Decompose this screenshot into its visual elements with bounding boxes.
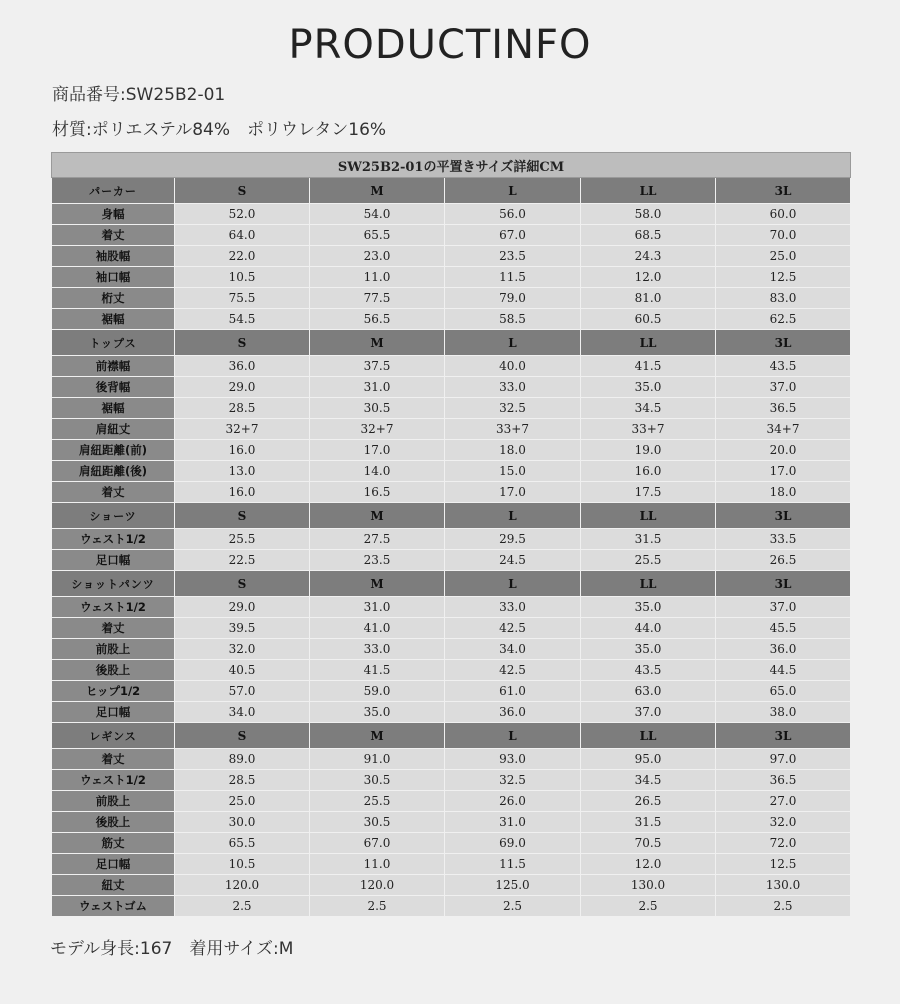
measurement-label: 前襟幅 (52, 356, 175, 377)
table-row (52, 377, 851, 398)
measurement-value: 12.0 (581, 267, 716, 288)
measurement-value: 2.5 (310, 896, 445, 917)
measurement-value: 67.0 (310, 833, 445, 854)
measurement-value: 15.0 (445, 461, 581, 482)
measurement-value: 58.5 (445, 309, 581, 330)
measurement-value: 12.5 (716, 267, 851, 288)
measurement-value: 68.5 (581, 225, 716, 246)
size-header: LL (581, 178, 716, 204)
table-row (52, 288, 851, 309)
measurement-value: 36.0 (175, 356, 310, 377)
measurement-label: 後背幅 (52, 377, 175, 398)
measurement-value: 40.5 (175, 660, 310, 681)
measurement-value: 32.5 (445, 770, 581, 791)
section-name: レギンス (52, 723, 175, 749)
page-title: PRODUCTINFO (288, 22, 592, 68)
measurement-label: ヒップ1/2 (52, 681, 175, 702)
size-header: LL (581, 503, 716, 529)
measurement-value: 38.0 (716, 702, 851, 723)
measurement-value: 36.0 (445, 702, 581, 723)
table-row (52, 791, 851, 812)
measurement-value: 130.0 (581, 875, 716, 896)
measurement-value: 30.5 (310, 812, 445, 833)
measurement-value: 43.5 (581, 660, 716, 681)
table-row (52, 660, 851, 681)
measurement-value: 54.5 (175, 309, 310, 330)
measurement-value: 2.5 (581, 896, 716, 917)
table-row (52, 461, 851, 482)
measurement-value: 120.0 (310, 875, 445, 896)
measurement-value: 34.0 (175, 702, 310, 723)
measurement-value: 33+7 (445, 419, 581, 440)
measurement-value: 27.5 (310, 529, 445, 550)
table-row (52, 875, 851, 896)
measurement-value: 41.5 (581, 356, 716, 377)
measurement-value: 64.0 (175, 225, 310, 246)
section-header-row (52, 571, 851, 597)
measurement-label: 肩紐距離(後) (52, 461, 175, 482)
size-header: S (175, 723, 310, 749)
measurement-value: 29.5 (445, 529, 581, 550)
measurement-value: 35.0 (310, 702, 445, 723)
measurement-value: 33.0 (445, 597, 581, 618)
measurement-value: 120.0 (175, 875, 310, 896)
table-row (52, 770, 851, 791)
measurement-value: 25.5 (310, 791, 445, 812)
measurement-value: 125.0 (445, 875, 581, 896)
size-header: 3L (716, 330, 851, 356)
measurement-label: 袖口幅 (52, 267, 175, 288)
section-header-row (52, 723, 851, 749)
section-name: トップス (52, 330, 175, 356)
measurement-value: 45.5 (716, 618, 851, 639)
measurement-label: 着丈 (52, 482, 175, 503)
size-header: L (445, 503, 581, 529)
table-row (52, 225, 851, 246)
measurement-label: 筋丈 (52, 833, 175, 854)
measurement-value: 36.5 (716, 398, 851, 419)
size-header: S (175, 571, 310, 597)
measurement-value: 44.5 (716, 660, 851, 681)
measurement-label: ウェストゴム (52, 896, 175, 917)
measurement-value: 34.0 (445, 639, 581, 660)
measurement-value: 34+7 (716, 419, 851, 440)
measurement-value: 57.0 (175, 681, 310, 702)
measurement-value: 63.0 (581, 681, 716, 702)
size-table (51, 152, 851, 917)
measurement-label: 紐丈 (52, 875, 175, 896)
size-header: LL (581, 723, 716, 749)
table-row (52, 419, 851, 440)
measurement-value: 11.0 (310, 854, 445, 875)
measurement-value: 31.5 (581, 529, 716, 550)
measurement-value: 58.0 (581, 204, 716, 225)
size-header: S (175, 330, 310, 356)
measurement-value: 10.5 (175, 267, 310, 288)
measurement-label: 着丈 (52, 225, 175, 246)
table-caption: SW25B2-01の平置きサイズ詳細CM (52, 153, 851, 178)
measurement-value: 31.5 (581, 812, 716, 833)
measurement-value: 19.0 (581, 440, 716, 461)
size-header: 3L (716, 503, 851, 529)
table-row (52, 440, 851, 461)
table-row (52, 550, 851, 571)
size-header: M (310, 178, 445, 204)
table-row (52, 529, 851, 550)
measurement-value: 75.5 (175, 288, 310, 309)
section-name: パーカー (52, 178, 175, 204)
measurement-value: 23.0 (310, 246, 445, 267)
measurement-value: 37.0 (716, 597, 851, 618)
measurement-value: 12.0 (581, 854, 716, 875)
table-row (52, 749, 851, 770)
measurement-value: 72.0 (716, 833, 851, 854)
size-header: 3L (716, 178, 851, 204)
table-row (52, 833, 851, 854)
measurement-value: 42.5 (445, 660, 581, 681)
measurement-value: 16.0 (581, 461, 716, 482)
measurement-label: 足口幅 (52, 550, 175, 571)
size-header: 3L (716, 723, 851, 749)
table-row (52, 482, 851, 503)
measurement-value: 33.0 (310, 639, 445, 660)
measurement-value: 89.0 (175, 749, 310, 770)
measurement-value: 40.0 (445, 356, 581, 377)
material-info: 材質:ポリエステル84% ポリウレタン16% (52, 120, 387, 140)
measurement-value: 16.5 (310, 482, 445, 503)
measurement-value: 35.0 (581, 377, 716, 398)
measurement-value: 130.0 (716, 875, 851, 896)
measurement-value: 33+7 (581, 419, 716, 440)
measurement-value: 32+7 (175, 419, 310, 440)
section-header-row (52, 330, 851, 356)
measurement-value: 42.5 (445, 618, 581, 639)
table-row (52, 812, 851, 833)
measurement-value: 29.0 (175, 377, 310, 398)
measurement-value: 36.5 (716, 770, 851, 791)
measurement-value: 62.5 (716, 309, 851, 330)
size-header: L (445, 723, 581, 749)
measurement-value: 17.0 (310, 440, 445, 461)
measurement-value: 93.0 (445, 749, 581, 770)
table-row (52, 854, 851, 875)
measurement-value: 13.0 (175, 461, 310, 482)
measurement-value: 36.0 (716, 639, 851, 660)
measurement-value: 65.5 (310, 225, 445, 246)
measurement-label: 着丈 (52, 618, 175, 639)
table-row (52, 309, 851, 330)
measurement-value: 65.0 (716, 681, 851, 702)
table-row (52, 204, 851, 225)
measurement-value: 35.0 (581, 639, 716, 660)
section-header-row (52, 178, 851, 204)
section-name: ショットパンツ (52, 571, 175, 597)
measurement-label: 前股上 (52, 639, 175, 660)
measurement-value: 33.0 (445, 377, 581, 398)
measurement-value: 39.5 (175, 618, 310, 639)
size-table-body (52, 153, 851, 917)
measurement-value: 2.5 (445, 896, 581, 917)
measurement-value: 25.0 (716, 246, 851, 267)
measurement-label: 足口幅 (52, 702, 175, 723)
measurement-value: 24.3 (581, 246, 716, 267)
table-row (52, 681, 851, 702)
measurement-value: 67.0 (445, 225, 581, 246)
measurement-value: 32.5 (445, 398, 581, 419)
measurement-value: 81.0 (581, 288, 716, 309)
measurement-value: 97.0 (716, 749, 851, 770)
measurement-value: 18.0 (716, 482, 851, 503)
table-row (52, 702, 851, 723)
measurement-value: 17.5 (581, 482, 716, 503)
size-header: 3L (716, 571, 851, 597)
measurement-value: 83.0 (716, 288, 851, 309)
measurement-value: 14.0 (310, 461, 445, 482)
measurement-value: 30.5 (310, 770, 445, 791)
table-row (52, 639, 851, 660)
measurement-value: 31.0 (445, 812, 581, 833)
measurement-value: 2.5 (716, 896, 851, 917)
size-header: L (445, 330, 581, 356)
size-header: L (445, 178, 581, 204)
size-header: M (310, 503, 445, 529)
measurement-label: 裾幅 (52, 309, 175, 330)
section-name: ショーツ (52, 503, 175, 529)
measurement-value: 41.0 (310, 618, 445, 639)
measurement-value: 25.0 (175, 791, 310, 812)
measurement-value: 17.0 (716, 461, 851, 482)
measurement-value: 18.0 (445, 440, 581, 461)
measurement-value: 32.0 (175, 639, 310, 660)
measurement-value: 31.0 (310, 377, 445, 398)
measurement-label: 前股上 (52, 791, 175, 812)
measurement-value: 28.5 (175, 770, 310, 791)
measurement-value: 26.5 (581, 791, 716, 812)
measurement-value: 95.0 (581, 749, 716, 770)
measurement-value: 34.5 (581, 398, 716, 419)
size-header: S (175, 503, 310, 529)
measurement-label: ウェスト1/2 (52, 529, 175, 550)
measurement-value: 70.0 (716, 225, 851, 246)
product-number: 商品番号:SW25B2-01 (52, 85, 226, 105)
size-header: LL (581, 571, 716, 597)
measurement-value: 22.0 (175, 246, 310, 267)
measurement-value: 59.0 (310, 681, 445, 702)
measurement-value: 23.5 (310, 550, 445, 571)
measurement-value: 30.5 (310, 398, 445, 419)
measurement-value: 65.5 (175, 833, 310, 854)
measurement-label: ウェスト1/2 (52, 597, 175, 618)
measurement-value: 43.5 (716, 356, 851, 377)
measurement-value: 25.5 (581, 550, 716, 571)
measurement-value: 32+7 (310, 419, 445, 440)
table-row (52, 618, 851, 639)
measurement-value: 10.5 (175, 854, 310, 875)
measurement-label: 裾幅 (52, 398, 175, 419)
measurement-value: 52.0 (175, 204, 310, 225)
table-row (52, 356, 851, 377)
measurement-value: 91.0 (310, 749, 445, 770)
measurement-label: 後股上 (52, 812, 175, 833)
measurement-value: 11.0 (310, 267, 445, 288)
measurement-label: 足口幅 (52, 854, 175, 875)
size-header: M (310, 571, 445, 597)
measurement-label: 後股上 (52, 660, 175, 681)
measurement-value: 61.0 (445, 681, 581, 702)
measurement-value: 41.5 (310, 660, 445, 681)
size-header: LL (581, 330, 716, 356)
table-row (52, 896, 851, 917)
measurement-value: 17.0 (445, 482, 581, 503)
measurement-value: 28.5 (175, 398, 310, 419)
measurement-value: 79.0 (445, 288, 581, 309)
size-header: L (445, 571, 581, 597)
measurement-value: 11.5 (445, 854, 581, 875)
measurement-label: 身幅 (52, 204, 175, 225)
measurement-label: 肩紐丈 (52, 419, 175, 440)
measurement-value: 16.0 (175, 482, 310, 503)
measurement-label: 袖股幅 (52, 246, 175, 267)
measurement-value: 29.0 (175, 597, 310, 618)
measurement-label: ウェスト1/2 (52, 770, 175, 791)
measurement-value: 44.0 (581, 618, 716, 639)
measurement-value: 11.5 (445, 267, 581, 288)
measurement-value: 25.5 (175, 529, 310, 550)
measurement-label: 桁丈 (52, 288, 175, 309)
measurement-value: 69.0 (445, 833, 581, 854)
measurement-value: 30.0 (175, 812, 310, 833)
section-header-row (52, 503, 851, 529)
measurement-value: 22.5 (175, 550, 310, 571)
measurement-value: 33.5 (716, 529, 851, 550)
measurement-label: 着丈 (52, 749, 175, 770)
measurement-value: 37.5 (310, 356, 445, 377)
measurement-value: 37.0 (716, 377, 851, 398)
measurement-value: 56.0 (445, 204, 581, 225)
measurement-value: 2.5 (175, 896, 310, 917)
table-row (52, 267, 851, 288)
measurement-value: 60.5 (581, 309, 716, 330)
size-header: M (310, 330, 445, 356)
measurement-value: 60.0 (716, 204, 851, 225)
measurement-value: 26.5 (716, 550, 851, 571)
measurement-label: 肩紐距離(前) (52, 440, 175, 461)
measurement-value: 20.0 (716, 440, 851, 461)
measurement-value: 12.5 (716, 854, 851, 875)
measurement-value: 26.0 (445, 791, 581, 812)
table-row (52, 246, 851, 267)
measurement-value: 37.0 (581, 702, 716, 723)
measurement-value: 24.5 (445, 550, 581, 571)
size-header: S (175, 178, 310, 204)
measurement-value: 35.0 (581, 597, 716, 618)
measurement-value: 54.0 (310, 204, 445, 225)
measurement-value: 32.0 (716, 812, 851, 833)
measurement-value: 27.0 (716, 791, 851, 812)
measurement-value: 56.5 (310, 309, 445, 330)
table-row (52, 398, 851, 419)
measurement-value: 31.0 (310, 597, 445, 618)
measurement-value: 23.5 (445, 246, 581, 267)
measurement-value: 34.5 (581, 770, 716, 791)
model-info: モデル身長:167 着用サイズ:M (50, 939, 294, 959)
measurement-value: 77.5 (310, 288, 445, 309)
measurement-value: 70.5 (581, 833, 716, 854)
measurement-value: 16.0 (175, 440, 310, 461)
table-row (52, 597, 851, 618)
size-header: M (310, 723, 445, 749)
